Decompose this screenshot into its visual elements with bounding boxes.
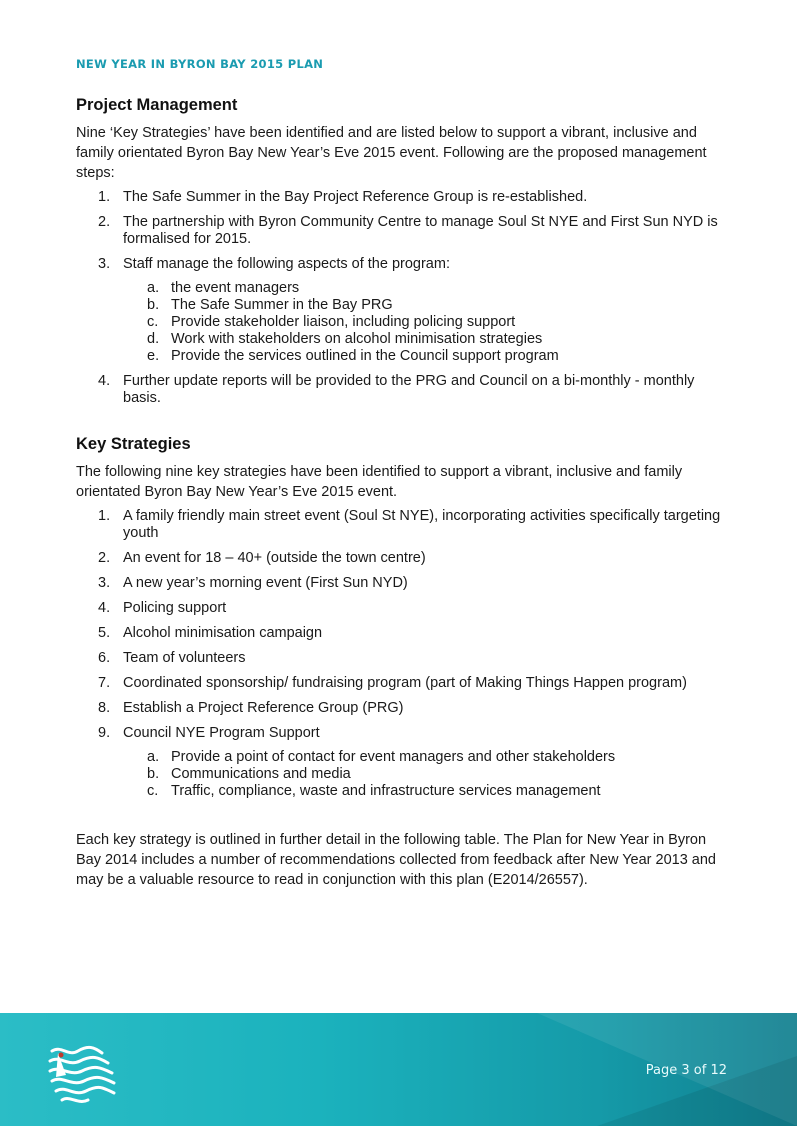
list-item-text: Team of volunteers: [123, 650, 246, 666]
project-management-heading: Project Management: [76, 96, 238, 114]
sub-list-letter: a.: [147, 749, 160, 765]
sub-list-item: [123, 280, 724, 297]
list-number: 7.: [98, 675, 111, 691]
byron-shire-council-logo: [44, 1037, 134, 1117]
key-strategy-item: [76, 650, 724, 667]
sub-list-letter: d.: [147, 331, 160, 347]
list-number: 9.: [98, 725, 111, 741]
key-strategies-section: [76, 435, 724, 890]
list-number: 4.: [98, 600, 111, 616]
sub-list-letter: b.: [147, 297, 160, 313]
closing-paragraph: Each key strategy is outlined in further detail in the following table. The Plan for New Year in Byron Bay 2014 includes a number of recommendations collected from feedback after New Year 2013 and may be a valuable resource to read in conjunction with this plan (E2014/26557).: [76, 832, 716, 888]
list-number: 3.: [98, 256, 111, 272]
list-item-text: Council NYE Program Support: [123, 725, 320, 741]
key-strategies-heading: Key Strategies: [76, 435, 191, 453]
management-step: [76, 373, 724, 407]
running-header: NEW YEAR IN BYRON BAY 2015 PLAN: [76, 57, 324, 71]
sub-list-item: [123, 314, 724, 331]
sub-list-item: [123, 331, 724, 348]
management-step: [76, 189, 724, 206]
list-item-text: An event for 18 – 40+ (outside the town centre): [123, 550, 426, 566]
list-number: 8.: [98, 700, 111, 716]
sub-list: [123, 749, 724, 800]
sub-list-item: [123, 297, 724, 314]
key-strategy-item: [76, 575, 724, 592]
sub-list-text: Provide stakeholder liaison, including policing support: [171, 314, 516, 330]
management-step: [76, 214, 724, 248]
key-strategy-item: [76, 700, 724, 717]
list-item-text: The Safe Summer in the Bay Project Reference Group is re-established.: [123, 189, 588, 205]
key-strategy-item: [76, 675, 724, 692]
key-strategy-item: [76, 625, 724, 642]
sub-list-item: [123, 766, 724, 783]
sub-list-text: Provide a point of contact for event managers and other stakeholders: [171, 749, 616, 765]
list-number: 2.: [98, 214, 111, 230]
list-item-text: Further update reports will be provided to the PRG and Council on a bi-monthly - monthly basis.: [123, 373, 695, 406]
sub-list-item: [123, 749, 724, 766]
key-strategy-item: [76, 725, 724, 800]
project-management-section: [76, 96, 724, 407]
sub-list-text: The Safe Summer in the Bay PRG: [171, 297, 393, 313]
list-number: 4.: [98, 373, 111, 389]
sub-list-text: Traffic, compliance, waste and infrastructure services management: [171, 783, 601, 799]
key-strategy-item: [76, 600, 724, 617]
sub-list: [123, 280, 724, 365]
sub-list-letter: b.: [147, 766, 160, 782]
sub-list-letter: c.: [147, 314, 159, 330]
sub-list-letter: c.: [147, 783, 159, 799]
sub-list-text: Work with stakeholders on alcohol minimisation strategies: [171, 331, 543, 347]
list-number: 5.: [98, 625, 111, 641]
management-step: [76, 256, 724, 365]
list-number: 1.: [98, 189, 111, 205]
sub-list-letter: e.: [147, 348, 160, 364]
list-item-text: The partnership with Byron Community Centre to manage Soul St NYE and First Sun NYD is formalised for 2015.: [123, 214, 718, 247]
sub-list-letter: a.: [147, 280, 160, 296]
list-number: 2.: [98, 550, 111, 566]
list-number: 3.: [98, 575, 111, 591]
sub-list-text: Communications and media: [171, 766, 351, 782]
list-item-text: Coordinated sponsorship/ fundraising program (part of Making Things Happen program): [123, 675, 687, 691]
key-strategies-list: [76, 508, 724, 800]
key-strategy-item: [76, 550, 724, 567]
list-item-text: A family friendly main street event (Soul St NYE), incorporating activities specifically targeting youth: [123, 508, 721, 541]
page-number: Page 3 of 12: [645, 1063, 727, 1078]
list-number: 6.: [98, 650, 111, 666]
list-item-text: Establish a Project Reference Group (PRG): [123, 700, 404, 716]
list-item-text: Policing support: [123, 600, 227, 616]
list-item-text: A new year’s morning event (First Sun NYD): [123, 575, 408, 591]
management-steps-list: [76, 189, 724, 407]
sub-list-item: [123, 783, 724, 800]
key-strategy-item: [76, 508, 724, 542]
sub-list-item: [123, 348, 724, 365]
page-content: [76, 96, 724, 896]
footer-band: [0, 1013, 797, 1126]
sub-list-text: Provide the services outlined in the Council support program: [171, 348, 559, 364]
list-item-text: Alcohol minimisation campaign: [123, 625, 323, 641]
list-item-text: Staff manage the following aspects of the program:: [123, 256, 450, 272]
project-management-intro: Nine ‘Key Strategies’ have been identified and are listed below to support a vibrant, inclusive and family orientated Byron Bay New Year’s Eve 2015 event. Following are the proposed management steps:: [76, 125, 707, 181]
list-number: 1.: [98, 508, 111, 524]
sub-list-text: the event managers: [171, 280, 300, 296]
key-strategies-intro: The following nine key strategies have been identified to support a vibrant, inclusive and family orientated Byron Bay New Year’s Eve 2015 event.: [76, 464, 683, 500]
